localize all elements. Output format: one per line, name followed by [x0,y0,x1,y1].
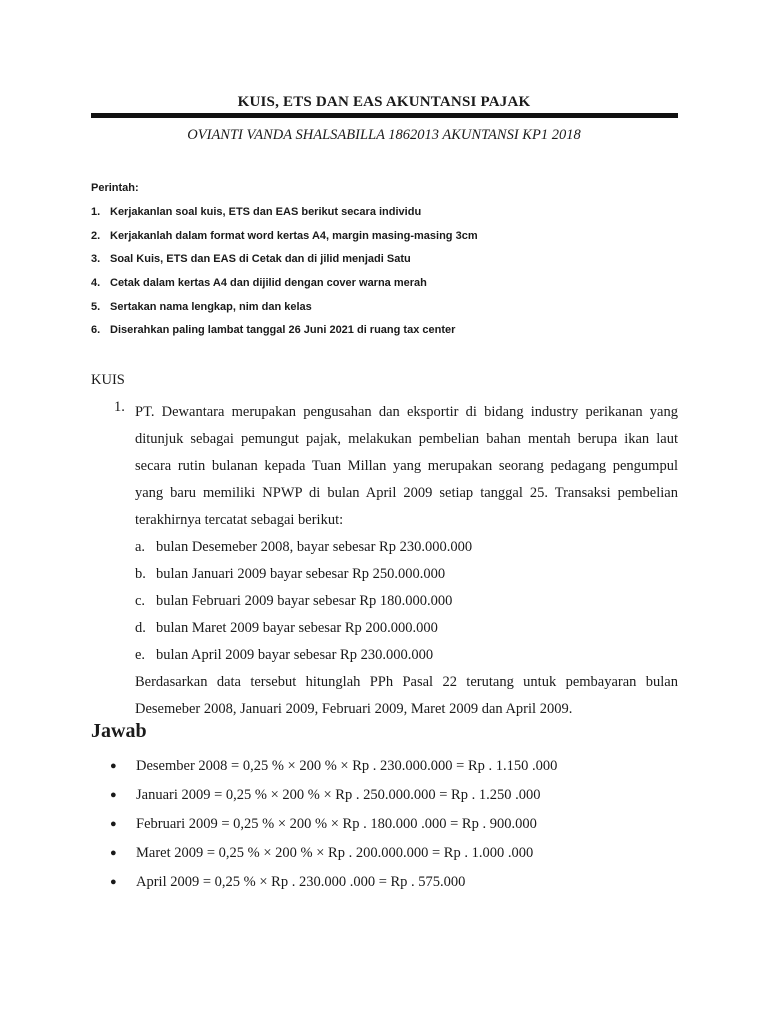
option-text: bulan April 2009 bayar sebesar Rp 230.000.000 [156,647,434,663]
option-letter: b. [135,566,146,582]
instruction-number: 4. [91,277,101,290]
instruction-number: 5. [91,300,101,313]
question-option [135,534,678,561]
answer-equation: Februari 2009 = 0,25 % × 200 % × Rp . 180.000 .000 = Rp . 900.000 [136,816,537,832]
option-text: bulan Januari 2009 bayar sebesar Rp 250.000.000 [156,566,446,582]
option-text: bulan Februari 2009 bayar sebesar Rp 180.000.000 [156,593,453,609]
instruction-number: 2. [91,229,101,242]
option-letter: c. [135,593,146,609]
answer-equation: Desember 2008 = 0,25 % × 200 % × Rp . 230.000.000 = Rp . 1.150 .000 [136,758,558,774]
instructions-label: Perintah: [91,182,139,194]
instruction-text: Kerjakanlan soal kuis, ETS dan EAS berikut secara individu [110,206,422,218]
answer-equation: Januari 2009 = 0,25 % × 200 % × Rp . 250.000.000 = Rp . 1.250 .000 [136,787,541,803]
instruction-text: Soal Kuis, ETS dan EAS di Cetak dan di jilid menjadi Satu [110,253,411,266]
option-letter: d. [135,620,146,636]
question-body [135,399,678,723]
title-divider [91,113,678,118]
question-option [135,642,678,669]
bullet-icon: ● [110,760,117,772]
document-subtitle: OVIANTI VANDA SHALSABILLA 1862013 AKUNTANSI KP1 2018 [187,127,581,143]
instructions-block [91,180,691,346]
question-text: PT. Dewantara merupakan pengusahan dan eksportir di bidang industry perikanan yang ditunjuk sebagai pemungut pajak, melakukan pembelian bahan mentah berupa ikan laut secara rutin bulanan kepada Tuan Millan yang merupakan seorang pedagang pengumpul yang baru memiliki NPWP di bulan April 2009 setiap tanggal 25. Transaksi pembelian terakhirnya tercatat sebagai berikut: [135,404,678,528]
instruction-number: 3. [91,253,101,266]
instruction-item [91,228,691,252]
instruction-item [91,275,691,299]
bullet-icon: ● [110,876,117,888]
answer-item [110,810,670,839]
question-closing: Berdasarkan data tersebut hitunglah PPh Pasal 22 terutang untuk pembayaran bulan Desemeber 2008, Januari 2009, Februari 2009, Maret 2009 dan April 2009. [135,674,678,717]
answer-item [110,752,670,781]
kuis-heading: KUIS [91,372,125,388]
bullet-icon: ● [110,818,117,830]
bullet-icon: ● [110,789,117,801]
instruction-item [91,322,691,346]
question-number: 1. [114,399,125,415]
instruction-number: 1. [91,206,101,218]
instruction-text: Kerjakanlah dalam format word kertas A4, margin masing-masing 3cm [110,229,478,242]
instruction-item [91,204,691,228]
instruction-item [91,299,691,323]
question-option [135,588,678,615]
instruction-text: Sertakan nama lengkap, nim dan kelas [110,300,312,313]
option-letter: a. [135,539,146,555]
instructions-list [91,204,691,346]
answer-equation: Maret 2009 = 0,25 % × 200 % × Rp . 200.000.000 = Rp . 1.000 .000 [136,845,534,861]
question-block [114,399,678,723]
bullet-icon: ● [110,847,117,859]
document-title: KUIS, ETS DAN EAS AKUNTANSI PAJAK [237,94,531,110]
answer-item [110,868,670,897]
instruction-item [91,251,691,275]
option-letter: e. [135,647,146,663]
option-text: bulan Desemeber 2008, bayar sebesar Rp 230.000.000 [156,539,473,555]
instruction-text: Cetak dalam kertas A4 dan dijilid dengan cover warna merah [110,277,427,290]
question-option [135,615,678,642]
question-option [135,561,678,588]
answer-item [110,839,670,868]
instruction-number: 6. [91,324,101,337]
answer-equation: April 2009 = 0,25 % × Rp . 230.000 .000 = Rp . 575.000 [136,874,466,890]
answer-item [110,781,670,810]
option-text: bulan Maret 2009 bayar sebesar Rp 200.000.000 [156,620,438,636]
instruction-text: Diserahkan paling lambat tanggal 26 Juni 2021 di ruang tax center [110,324,456,337]
answers-list [110,752,670,897]
jawab-heading: Jawab [91,720,147,742]
